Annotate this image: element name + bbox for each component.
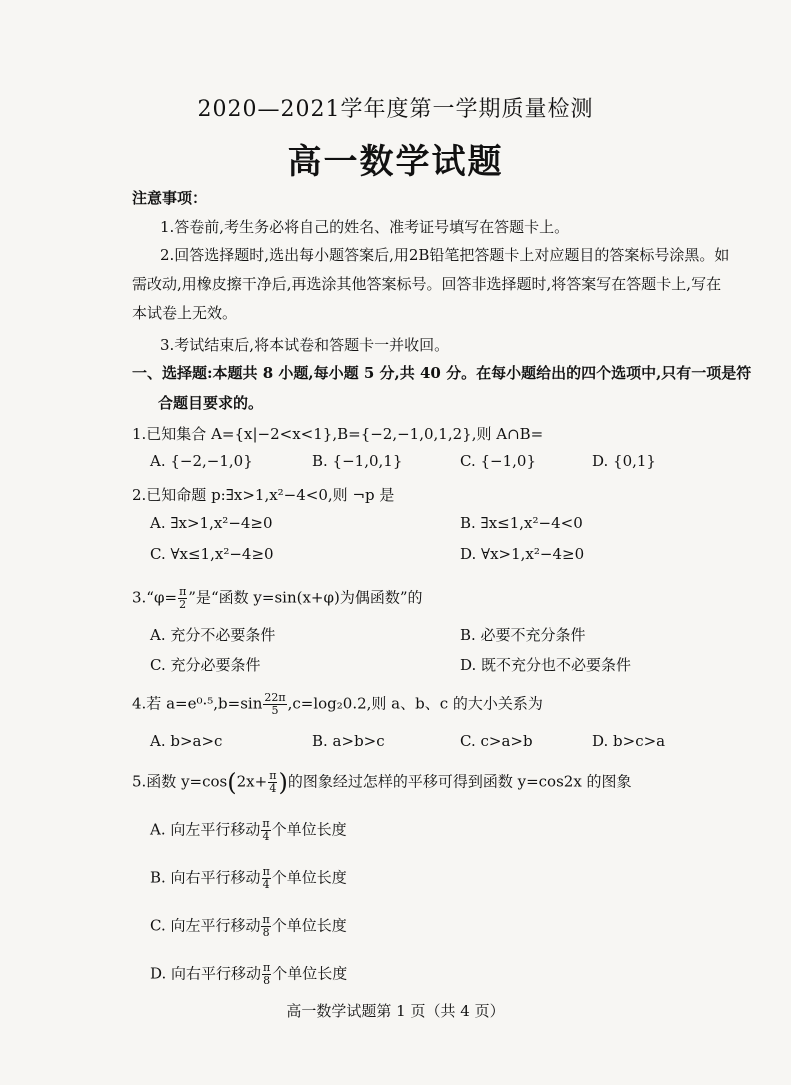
question-4-stem-pre: 4.若 a=e⁰·⁵,b=sin	[132, 694, 263, 713]
question-4-stem	[132, 692, 543, 717]
option-a-pre: A. 向左平行移动	[150, 820, 261, 839]
question-3-stem-pre: 3.“φ=	[132, 588, 178, 607]
option-a-post: 个单位长度	[271, 820, 347, 839]
option-b-fraction	[262, 866, 271, 891]
option-d-frac-den: 8	[263, 974, 271, 987]
question-3-frac-den: 2	[179, 598, 187, 611]
question-5-fraction	[268, 770, 277, 795]
question-5-stem-post: 的图象经过怎样的平移可得到函数 y=cos2x 的图象	[287, 772, 632, 791]
left-paren-glyph: (	[227, 768, 237, 797]
option-d-pre: D. 向右平行移动	[150, 964, 262, 983]
option-b-pre: B. 向右平行移动	[150, 868, 261, 887]
question-1-stem: 1.已知集合 A={x|−2<x<1},B={−2,−1,0,1,2},则 A∩B=	[132, 425, 544, 443]
question-1-option-b: B. {−1,0,1}	[312, 452, 403, 470]
notice-heading: 注意事项：	[132, 189, 208, 207]
question-4-option-d: D. b>c>a	[592, 732, 666, 750]
option-b-frac-den: 4	[262, 878, 270, 891]
question-5-frac-num: π	[269, 769, 277, 782]
notice-item-1: 1.答卷前,考生务必将自己的姓名、准考证号填写在答题卡上。	[160, 218, 570, 236]
option-c-fraction	[261, 914, 270, 939]
question-5-option-d	[150, 962, 347, 987]
question-3-frac-num: π	[179, 585, 187, 598]
option-b-frac-num: π	[262, 865, 270, 878]
option-a-frac-den: 4	[262, 830, 270, 843]
option-d-post: 个单位长度	[272, 964, 348, 983]
question-4-frac-num: 22π	[264, 691, 286, 704]
question-5-option-a	[150, 818, 347, 843]
section-1-heading-cont: 合题目要求的。	[158, 394, 264, 412]
question-3-stem-post: ”是“函数 y=sin(x+φ)为偶函数”的	[188, 588, 423, 607]
option-d-frac-num: π	[263, 961, 271, 974]
question-3-option-c: C. 充分必要条件	[150, 656, 261, 674]
question-2-option-a: A. ∃x>1,x²−4≥0	[150, 514, 273, 532]
question-3-stem	[132, 586, 423, 611]
question-1-option-c: C. {−1,0}	[460, 452, 536, 470]
question-3-fraction	[178, 586, 187, 611]
exam-title: 高一数学试题	[287, 142, 504, 182]
notice-item-3: 3.考试结束后,将本试卷和答题卡一并收回。	[160, 336, 450, 354]
section-1-heading: 一、选择题:本题共 8 小题,每小题 5 分,共 40 分。在每小题给出的四个选项中,只有一项是符	[132, 364, 752, 382]
question-5-stem-pre: 5.函数 y=cos	[132, 772, 228, 791]
question-1-option-a: A. {−2,−1,0}	[150, 452, 253, 470]
question-5-stem-mid: 2x+	[236, 772, 268, 791]
question-4-option-c: C. c>a>b	[460, 732, 533, 750]
page-footer: 高一数学试题第 1 页（共 4 页）	[286, 1002, 505, 1020]
question-4-option-b: B. a>b>c	[312, 732, 385, 750]
notice-item-2-line1: 2.回答选择题时,选出每小题答案后,用2B铅笔把答题卡上对应题目的答案标号涂黑。如	[160, 246, 730, 264]
question-5-option-b	[150, 866, 347, 891]
option-c-pre: C. 向左平行移动	[150, 916, 261, 935]
right-paren-glyph: )	[278, 768, 288, 797]
option-c-frac-den: 8	[262, 926, 270, 939]
notice-item-2-line3: 本试卷上无效。	[132, 304, 238, 322]
question-4-frac-den: 5	[271, 704, 279, 717]
question-4-fraction	[263, 692, 286, 717]
notice-item-2-line2: 需改动,用橡皮擦干净后,再选涂其他答案标号。回答非选择题时,将答案写在答题卡上,写在	[132, 275, 722, 293]
question-3-option-b: B. 必要不充分条件	[460, 626, 586, 644]
question-2-stem: 2.已知命题 p:∃x>1,x²−4<0,则 ¬p 是	[132, 486, 395, 504]
option-c-frac-num: π	[262, 913, 270, 926]
option-a-frac-num: π	[262, 817, 270, 830]
option-b-post: 个单位长度	[271, 868, 347, 887]
question-5-option-c	[150, 914, 347, 939]
question-3-option-a: A. 充分不必要条件	[150, 626, 276, 644]
question-4-stem-post: ,c=log₂0.2,则 a、b、c 的大小关系为	[287, 694, 543, 713]
question-1-option-d: D. {0,1}	[592, 452, 656, 470]
question-5-frac-den: 4	[269, 782, 277, 795]
question-5-stem	[132, 770, 632, 795]
exam-year-title: 2020—2021学年度第一学期质量检测	[197, 97, 594, 122]
question-2-option-b: B. ∃x≤1,x²−4<0	[460, 514, 583, 532]
question-4-option-a: A. b>a>c	[150, 732, 223, 750]
question-3-option-d: D. 既不充分也不必要条件	[460, 656, 632, 674]
option-c-post: 个单位长度	[271, 916, 347, 935]
question-2-option-c: C. ∀x≤1,x²−4≥0	[150, 545, 274, 563]
option-d-fraction	[262, 962, 271, 987]
question-2-option-d: D. ∀x>1,x²−4≥0	[460, 545, 585, 563]
option-a-fraction	[261, 818, 270, 843]
